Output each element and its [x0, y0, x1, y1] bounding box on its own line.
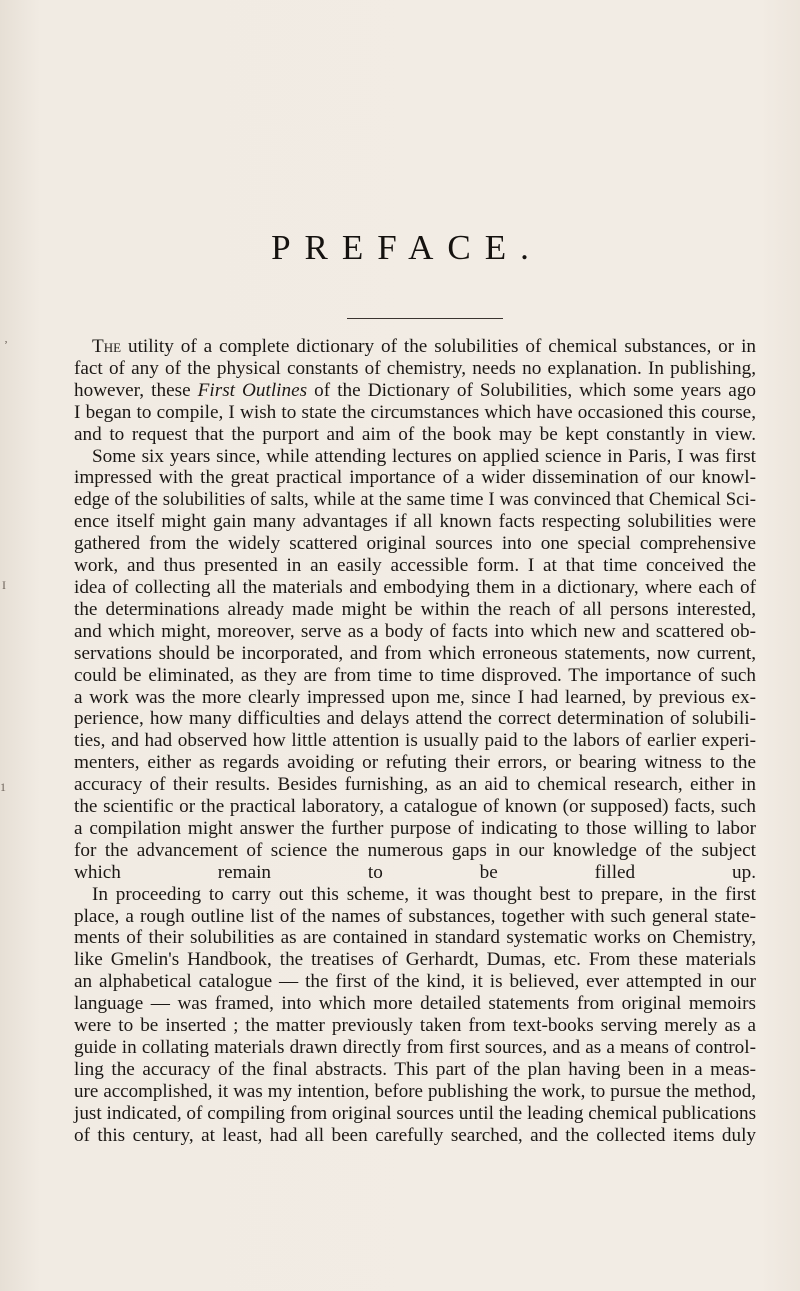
text-line: just indicated, of compiling from original sources until the leading chemical publications: [74, 1102, 757, 1124]
text-line: guide in collating materials drawn directly from first sources, and as a means of control-: [74, 1037, 756, 1058]
text-line: perience, how many difficulties and delays attend the correct determination of solubili-: [74, 708, 756, 730]
text-line: Some six years since, while attending lectures on applied science in Paris, I was first: [92, 445, 756, 467]
text-line: fact of any of the physical constants of chemistry, needs no explanation. In publishing,: [74, 357, 756, 379]
text-line: idea of collecting all the materials and embodying them in a dictionary, where each of: [74, 576, 756, 598]
text-line: I began to compile, I wish to state the circumstances which have occasioned this course,: [74, 401, 756, 423]
text-line: however, these First Outlines of the Dictionary of Solubilities, which some years ago: [74, 379, 757, 401]
text-line: of this century, at least, had all been carefully searched, and the collected items duly: [74, 1124, 756, 1146]
text-line: an alphabetical catalogue — the first of the kind, it is believed, ever attempted in our: [74, 971, 756, 993]
text-line: ence itself might gain many advantages if all known facts respecting solubilities were: [74, 511, 756, 533]
text-line: servations should be incorporated, and from which erroneous statements, now current,: [74, 642, 756, 664]
text-line: which remain to be filled up.: [74, 861, 756, 883]
text-line: a work was the more clearly impressed upon me, since I had learned, by previous ex-: [74, 686, 756, 708]
text-line: ties, and had observed how little attention is usually paid to the labors of earlier experi-: [74, 730, 756, 752]
text-line: In proceeding to carry out this scheme, it was thought best to prepare, in the first: [92, 883, 756, 905]
text-line: a compilation might answer the further purpose of indicating to those willing to labor: [74, 817, 756, 839]
text-line: menters, either as regards avoiding or refuting their errors, or bearing witness to the: [74, 752, 756, 774]
text-line: The utility of a complete dictionary of the solubilities of chemical substances, or in: [92, 336, 756, 357]
text-line: ments of their solubilities as are contained in standard systematic works on Chemistry,: [74, 927, 756, 949]
text-line: the determinations already made might be within the reach of all persons interested,: [74, 598, 756, 620]
margin-mark: I: [2, 578, 6, 592]
text-line: work, and thus presented in an easily accessible form. I at that time conceived the: [74, 555, 756, 577]
text-line: were to be inserted ; the matter previously taken from text-books serving merely as a: [74, 1015, 756, 1037]
text-line: language — was framed, into which more detailed statements from original memoirs: [74, 993, 756, 1015]
text-line: ling the accuracy of the final abstracts. This part of the plan having been in a meas-: [74, 1058, 756, 1080]
text-line: the scientific or the practical laboratory, a catalogue of known (or supposed) facts, such: [74, 796, 756, 818]
text-line: place, a rough outline list of the names of substances, together with such general state-: [74, 905, 756, 927]
text-line: could be eliminated, as they are from time to time disproved. The importance of such: [74, 664, 756, 686]
text-line: like Gmelin's Handbook, the treatises of Gerhardt, Dumas, etc. From these materials: [74, 949, 756, 971]
paragraph: [56, 336, 756, 446]
preface-body: [56, 336, 756, 1147]
margin-mark: ʼ: [4, 338, 8, 352]
book-title: First Outlines: [197, 379, 308, 401]
text-line: for the advancement of science the numerous gaps in our knowledge of the subject: [74, 839, 756, 861]
text-line: impressed with the great practical importance of a wider dissemination of our knowl-: [74, 467, 756, 489]
text-line: and to request that the purport and aim of the book may be kept constantly in view.: [74, 423, 756, 445]
text-line: edge of the solubilities of salts, while at the same time I was convinced that Chemical Sci-: [74, 489, 756, 511]
title-divider: [347, 318, 503, 319]
page-title: PREFACE.: [271, 228, 543, 267]
lead-word: The: [92, 336, 122, 357]
text-line: and which might, moreover, serve as a body of facts into which new and scattered ob-: [74, 620, 756, 642]
text-line: ure accomplished, it was my intention, before publishing the work, to pursue the method,: [74, 1080, 756, 1102]
margin-mark: 1: [0, 780, 6, 794]
text-line: accuracy of their results. Besides furnishing, as an aid to chemical research, either in: [74, 774, 756, 796]
paragraph: [56, 446, 756, 884]
text-line: gathered from the widely scattered original sources into one special comprehensive: [74, 533, 756, 555]
paragraph: [56, 884, 756, 1147]
